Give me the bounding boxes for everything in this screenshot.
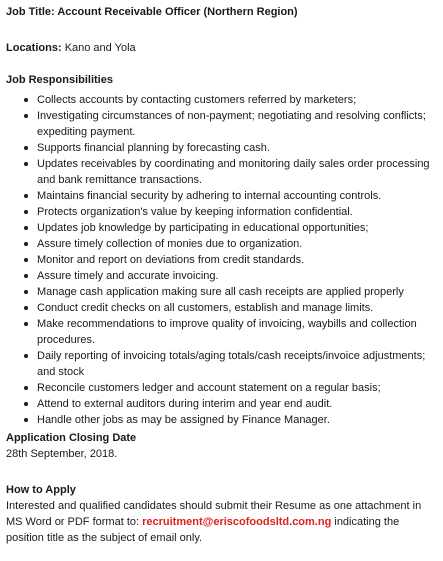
responsibility-text: Conduct credit checks on all customers, establish and manage limits. xyxy=(37,302,374,314)
responsibility-item xyxy=(6,140,437,156)
bullet-icon xyxy=(24,306,28,310)
responsibility-item xyxy=(6,396,437,412)
responsibility-item xyxy=(6,316,437,348)
responsibility-item xyxy=(6,284,437,300)
bullet-icon xyxy=(24,210,28,214)
responsibility-text: Protects organization's value by keeping information confidential. xyxy=(37,206,353,218)
responsibility-text: Monitor and report on deviations from credit standards. xyxy=(37,254,305,266)
responsibility-item xyxy=(6,268,437,284)
responsibility-item xyxy=(6,348,437,380)
responsibility-text: Reconcile customers ledger and account statement on a regular basis; xyxy=(37,382,381,394)
bullet-icon xyxy=(24,226,28,230)
responsibility-text: Updates receivables by coordinating and monitoring daily sales order processing and bank remittance transactions. xyxy=(37,158,430,186)
responsibility-text: Collects accounts by contacting customers referred by marketers; xyxy=(37,94,357,106)
locations-value: Kano and Yola xyxy=(64,42,136,54)
bullet-icon xyxy=(24,322,28,326)
apply-text-after: indicating the position title as the subject of email only. xyxy=(6,516,400,544)
responsibility-item xyxy=(6,156,437,188)
bullet-icon xyxy=(24,386,28,390)
responsibility-text: Daily reporting of invoicing totals/aging totals/cash receipts/invoice adjustments; and stock xyxy=(37,350,426,378)
apply-text-before: Interested and qualified candidates should submit their Resume as one attachment in MS Word or PDF format to: xyxy=(6,500,422,528)
bullet-icon xyxy=(24,98,28,102)
responsibility-text: Updates job knowledge by participating in educational opportunities; xyxy=(37,222,369,234)
bullet-icon xyxy=(24,418,28,422)
bullet-icon xyxy=(24,402,28,406)
responsibility-item xyxy=(6,188,437,204)
responsibilities-heading: Job Responsibilities xyxy=(6,74,113,86)
job-title-label: Job Title: xyxy=(6,6,55,18)
locations-label: Locations: xyxy=(6,42,62,54)
responsibility-text: Maintains financial security by adhering to internal accounting controls. xyxy=(37,190,382,202)
responsibility-text: Attend to external auditors during interim and year end audit. xyxy=(37,398,333,410)
closing-date-heading: Application Closing Date xyxy=(6,432,137,444)
responsibility-item xyxy=(6,380,437,396)
responsibility-text: Handle other jobs as may be assigned by Finance Manager. xyxy=(37,414,330,426)
bullet-icon xyxy=(24,146,28,150)
responsibility-text: Supports financial planning by forecasting cash. xyxy=(37,142,270,154)
job-title-line xyxy=(6,4,437,20)
responsibility-text: Assure timely and accurate invoicing. xyxy=(37,270,219,282)
responsibility-text: Make recommendations to improve quality of invoicing, waybills and collection procedures. xyxy=(37,318,417,346)
bullet-icon xyxy=(24,114,28,118)
responsibility-item xyxy=(6,220,437,236)
bullet-icon xyxy=(24,274,28,278)
bullet-icon xyxy=(24,354,28,358)
bullet-icon xyxy=(24,290,28,294)
how-to-apply-heading: How to Apply xyxy=(6,484,76,496)
job-title-text xyxy=(6,6,298,18)
responsibility-item xyxy=(6,300,437,316)
responsibility-item xyxy=(6,252,437,268)
how-to-apply-text xyxy=(6,498,437,546)
responsibility-item xyxy=(6,412,437,428)
bullet-icon xyxy=(24,242,28,246)
responsibility-item xyxy=(6,92,437,108)
bullet-icon xyxy=(24,194,28,198)
bullet-icon xyxy=(24,162,28,166)
recruitment-email-link[interactable]: recruitment@eriscofoodsltd.com.ng xyxy=(142,516,332,528)
responsibility-item xyxy=(6,204,437,220)
closing-date-value: 28th September, 2018. xyxy=(6,448,118,460)
bullet-icon xyxy=(24,258,28,262)
responsibility-text: Manage cash application making sure all cash receipts are applied properly xyxy=(37,286,404,298)
locations-line xyxy=(6,40,437,56)
responsibility-item xyxy=(6,108,437,140)
responsibilities-list xyxy=(6,92,437,428)
job-title-value: Account Receivable Officer (Northern Region) xyxy=(57,6,298,18)
responsibility-item xyxy=(6,236,437,252)
responsibility-text: Investigating circumstances of non-payment; negotiating and resolving conflicts; expediting payment. xyxy=(37,110,426,138)
responsibility-text: Assure timely collection of monies due to organization. xyxy=(37,238,303,250)
